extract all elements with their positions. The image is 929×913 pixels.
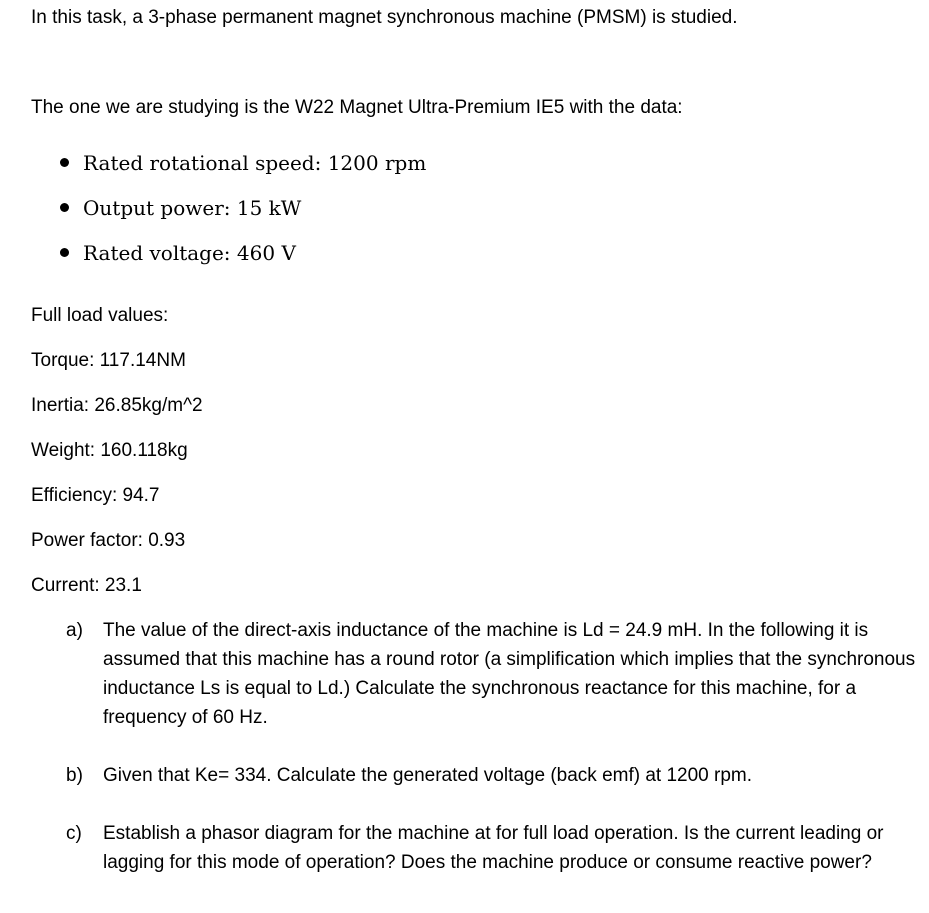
list-item — [60, 151, 426, 175]
question-text: Establish a phasor diagram for the machine at for full load operation. Is the current leading or lagging for this mode of operation? Does the machine produce or consume reactive power? — [103, 823, 884, 873]
efficiency-text: Efficiency: 94.7 — [31, 485, 160, 506]
list-item — [60, 196, 301, 220]
list-item — [60, 241, 296, 265]
question-marker: c) — [66, 823, 82, 844]
question-marker: a) — [66, 620, 83, 641]
question-c — [66, 819, 921, 877]
current-text: Current: 23.1 — [31, 575, 142, 596]
rated-voltage-text: Rated voltage: 460 V — [83, 241, 296, 265]
output-power-text: Output power: 15 kW — [83, 196, 302, 220]
question-a — [66, 616, 921, 732]
power-factor-text: Power factor: 0.93 — [31, 530, 186, 551]
weight-text: Weight: 160.118kg — [31, 440, 188, 461]
studying-text: The one we are studying is the W22 Magnet Ultra-Premium IE5 with the data: — [31, 97, 683, 118]
bullet-icon — [60, 248, 69, 257]
question-text: The value of the direct-axis inductance of the machine is Ld = 24.9 mH. In the following it is assumed that this machine has a round rotor (a simplification which implies that the synchronous inductance Ls is equal to Ld.) Calculate the synchronous reactance for this machine, for a frequency of 60 Hz. — [103, 620, 916, 728]
full-load-heading: Full load values: — [31, 305, 169, 326]
question-text: Given that Ke= 334. Calculate the generated voltage (back emf) at 1200 rpm. — [103, 765, 753, 786]
question-b — [66, 761, 921, 790]
question-marker: b) — [66, 765, 83, 786]
rated-speed-text: Rated rotational speed: 1200 rpm — [83, 151, 427, 175]
bullet-icon — [60, 203, 69, 212]
inertia-text: Inertia: 26.85kg/m^2 — [31, 395, 203, 416]
torque-text: Torque: 117.14NM — [31, 350, 186, 371]
intro-text: In this task, a 3-phase permanent magnet synchronous machine (PMSM) is studied. — [31, 7, 738, 28]
bullet-icon — [60, 158, 69, 167]
